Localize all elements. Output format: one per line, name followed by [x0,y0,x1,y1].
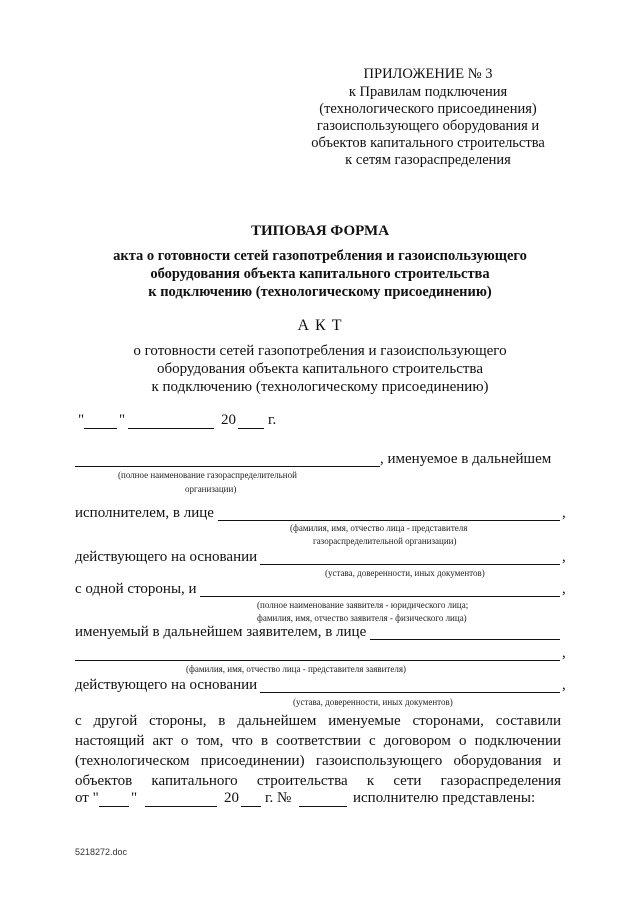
contract-month-field[interactable] [145,806,217,807]
applicant-rep-field[interactable] [370,639,560,640]
side-label: с одной стороны, и [75,581,197,597]
comma: , [562,505,566,521]
executor-caption: газораспределительной организации) [313,536,457,546]
contract-from: от " [75,790,99,806]
basis-field[interactable] [260,564,560,565]
org-caption: организации) [185,484,237,494]
org-name-field[interactable] [75,466,380,467]
act-subtitle-line: о готовности сетей газопотребления и газоиспользующего [133,343,507,359]
side-caption: фамилия, имя, отчество заявителя - физического лица) [257,613,467,623]
form-subtitle-line: оборудования объекта капитального строительства [150,266,490,282]
applicant-caption: (фамилия, имя, отчество лица - представителя заявителя) [186,664,406,674]
form-subtitle-line: акта о готовности сетей газопотребления и газоиспользующего [113,248,527,264]
contract-quote: " [131,790,138,806]
contract-year-prefix: 20 [224,790,239,806]
contract-tail: исполнителю представлены: [353,790,536,806]
comma: , [562,549,566,565]
paragraph-line: объектов капитального строительства к сети газораспределения [75,773,561,789]
contract-number-field[interactable] [299,806,347,807]
year-field[interactable] [238,428,264,429]
paragraph-line: с другой стороны, в дальнейшем именуемые сторонами, составили [75,713,561,729]
contract-day-field[interactable] [99,806,129,807]
contract-year-field[interactable] [241,806,261,807]
appendix-line: (технологического присоединения) [319,101,537,117]
appendix-line: объектов капитального строительства [311,135,545,151]
paragraph-line: (технологическом присоединении) газоиспользующего оборудования и [75,753,561,769]
comma: , [562,677,566,693]
executor-caption: (фамилия, имя, отчество лица - представителя [290,523,468,533]
applicant-name-field[interactable] [200,596,560,597]
form-subtitle-line: к подключению (технологическому присоединению) [148,284,492,300]
month-field[interactable] [128,428,214,429]
org-caption: (полное наименование газораспределительной [118,470,297,480]
appendix-line: к сетям газораспределения [345,152,511,168]
date-quote-open: " [78,412,85,428]
act-subtitle-line: оборудования объекта капитального строительства [157,361,483,377]
appendix-line: к Правилам подключения [348,84,508,100]
form-title: ТИПОВАЯ ФОРМА [250,223,390,239]
year-suffix: г. [268,412,277,428]
executor-label: исполнителем, в лице [75,505,214,521]
applicant-label: именуемый в дальнейшем заявителем, в лице [75,624,367,640]
executor-field[interactable] [218,520,560,521]
basis-label: действующего на основании [75,677,258,693]
doc-id: 5218272.doc [75,847,128,857]
applicant-rep-field-cont[interactable] [75,660,560,661]
contract-number-label: г. № [265,790,292,806]
act-heading: А К Т [297,317,343,334]
appendix-line: газоиспользующего оборудования и [316,118,540,134]
act-subtitle-line: к подключению (технологическому присоединению) [151,379,489,395]
named-suffix: , именуемое в дальнейшем [380,451,552,467]
basis-caption: (устава, доверенности, иных документов) [293,697,453,707]
comma: , [562,645,566,661]
basis-field[interactable] [260,692,560,693]
day-field[interactable] [84,428,117,429]
side-caption: (полное наименование заявителя - юридического лица; [257,600,469,610]
paragraph-line: настоящий акт о том, что в соответствии с договором о подключении [75,733,561,749]
date-quote-close: " [119,412,126,428]
basis-caption: (устава, доверенности, иных документов) [325,568,485,578]
appendix-heading: ПРИЛОЖЕНИЕ № 3 [363,66,493,82]
year-prefix: 20 [221,412,236,428]
basis-label: действующего на основании [75,549,258,565]
comma: , [562,581,566,597]
